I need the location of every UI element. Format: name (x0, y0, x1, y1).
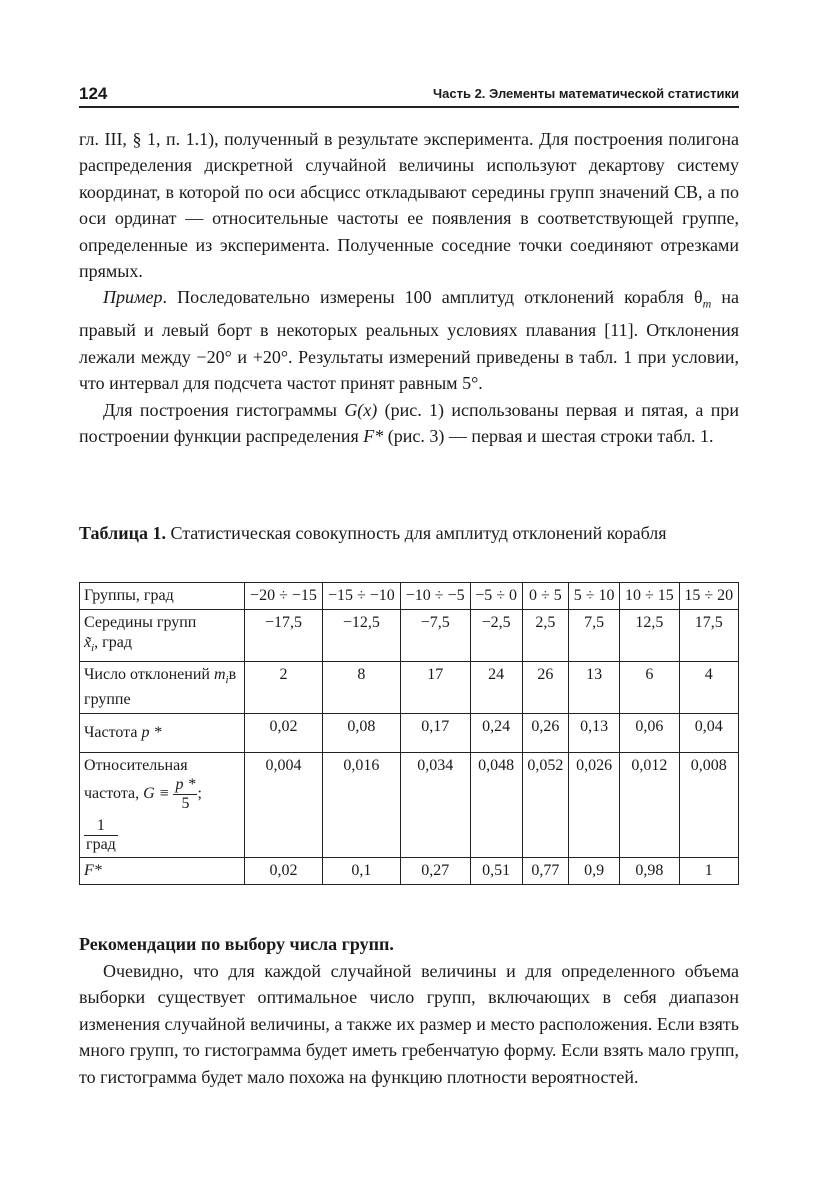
table-cell: 26 (522, 662, 568, 714)
table-cell: 0,048 (470, 753, 522, 858)
table-row (80, 610, 739, 662)
table-cell: 0,27 (400, 858, 470, 885)
table-cell: 0,9 (569, 858, 620, 885)
row-head-cdf: F* (80, 858, 245, 885)
table-cell: 0,51 (470, 858, 522, 885)
paragraph-3: Для построения гистограммы G(x) (рис. 1) использованы первая и пятая, а при построении функции распределения F* (рис. 3) — первая и шестая строки табл. 1. (79, 399, 739, 447)
table-cell: −5 ÷ 0 (470, 583, 522, 610)
row-head-groups: Группы, град (80, 583, 245, 610)
table-caption-text: Статистическая совокупность для амплитуд отклонений корабля (165, 523, 667, 543)
table-cell: 0,016 (322, 753, 400, 858)
table-cell: 2 (245, 662, 323, 714)
unit-fraction: $\frac{1}{\text{град}}$ (86, 817, 116, 854)
table-cell: 0,26 (522, 714, 568, 753)
table-cell: 2,5 (522, 610, 568, 662)
table-cell: −17,5 (245, 610, 323, 662)
table-cell: 4 (679, 662, 738, 714)
table-cell: 0,026 (569, 753, 620, 858)
table-cell: 6 (620, 662, 679, 714)
table-cell: 0,012 (620, 753, 679, 858)
table-cell: 10 ÷ 15 (620, 583, 679, 610)
table-cell: 15 ÷ 20 (679, 583, 738, 610)
table-row (80, 714, 739, 753)
table-caption (79, 521, 739, 546)
example-label: Пример (103, 287, 163, 308)
page-header (79, 84, 739, 108)
table-cell: 7,5 (569, 610, 620, 662)
table-cell: −10 ÷ −5 (400, 583, 470, 610)
table-cell: 0,02 (245, 714, 323, 753)
table-cell: 13 (569, 662, 620, 714)
table-cell: 12,5 (620, 610, 679, 662)
statistics-table (79, 582, 739, 885)
row-head-midpoints: Середины групп $x̃_i$, град (80, 610, 245, 662)
table-label: Таблица 1. (79, 523, 166, 543)
paragraph-1: гл. III, § 1, п. 1.1), полученный в результате эксперимента. Для построения полигона распределения дискретной случайной величины используют декартову систему координат, в которой по оси абсцисс откладывают середины групп значений СВ, а по оси ординат — относительные частоты ее появления в соответствующей группе, определенные из эксперимента. Полученные соседние точки соединяют отрезками прямых. (79, 129, 739, 282)
table-cell: 0,98 (620, 858, 679, 885)
running-title: Часть 2. Элементы математической статистики (433, 86, 739, 101)
section-subheading: Рекомендации по выбору числа групп. (79, 934, 394, 954)
table-cell: 0,06 (620, 714, 679, 753)
row-head-frequency: Частота p * (80, 714, 245, 753)
table-row (80, 583, 739, 610)
table-cell: −15 ÷ −10 (322, 583, 400, 610)
table-cell: 1 (679, 858, 738, 885)
paragraph-final: Очевидно, что для каждой случайной величины и для определенного объема выборки существует оптимальное число групп, включающих в себя диапазон изменения случайной величины, а также их размер и место расположения. Если взять много групп, то гистограмма будет иметь гребенчатую форму. Если взять мало групп, то гистограмма будет мало похожа на функцию плотности вероятностей. (79, 961, 739, 1087)
table-cell: 0,02 (245, 858, 323, 885)
table-cell: 0,004 (245, 753, 323, 858)
table-cell: 0,04 (679, 714, 738, 753)
table-cell: 5 ÷ 10 (569, 583, 620, 610)
row-head-counts: Число отклонений $m_iв$ группе (80, 662, 245, 714)
table-cell: 17 (400, 662, 470, 714)
fraction: $\frac{p *}{5}$ (175, 776, 196, 813)
body-text (79, 126, 739, 449)
table-cell: −12,5 (322, 610, 400, 662)
table-cell: −7,5 (400, 610, 470, 662)
table-cell: 8 (322, 662, 400, 714)
table-cell: 17,5 (679, 610, 738, 662)
table-cell: 0,24 (470, 714, 522, 753)
table-cell: 0,034 (400, 753, 470, 858)
table-cell: 0,17 (400, 714, 470, 753)
table-cell: 0 ÷ 5 (522, 583, 568, 610)
table-cell: 0,77 (522, 858, 568, 885)
table-cell: −2,5 (470, 610, 522, 662)
table-row (80, 662, 739, 714)
table-cell: −20 ÷ −15 (245, 583, 323, 610)
table-cell: 0,13 (569, 714, 620, 753)
page-number: 124 (79, 84, 108, 103)
table-row (80, 858, 739, 885)
table-row (80, 753, 739, 858)
table-cell: 0,08 (322, 714, 400, 753)
table-cell: 0,008 (679, 753, 738, 858)
row-head-relative-frequency: Относительная частота, G ≡ $\frac{p *}{5}$ ; $\frac{1}{\text{град}}$ (80, 753, 245, 858)
table-cell: 0,052 (522, 753, 568, 858)
paragraph-2: Пример. Последовательно измерены 100 амплитуд отклонений корабля $\theta_m$ на правый и левый борт в некоторых реальных условиях плавания [11]. Отклонения лежали между −20° и +20°. Результаты измерений приведены в табл. 1 при условии, что интервал для подсчета частот принят равным 5°. (79, 287, 739, 394)
body-text-2 (79, 958, 739, 1090)
table-cell: 0,1 (322, 858, 400, 885)
table-cell: 24 (470, 662, 522, 714)
